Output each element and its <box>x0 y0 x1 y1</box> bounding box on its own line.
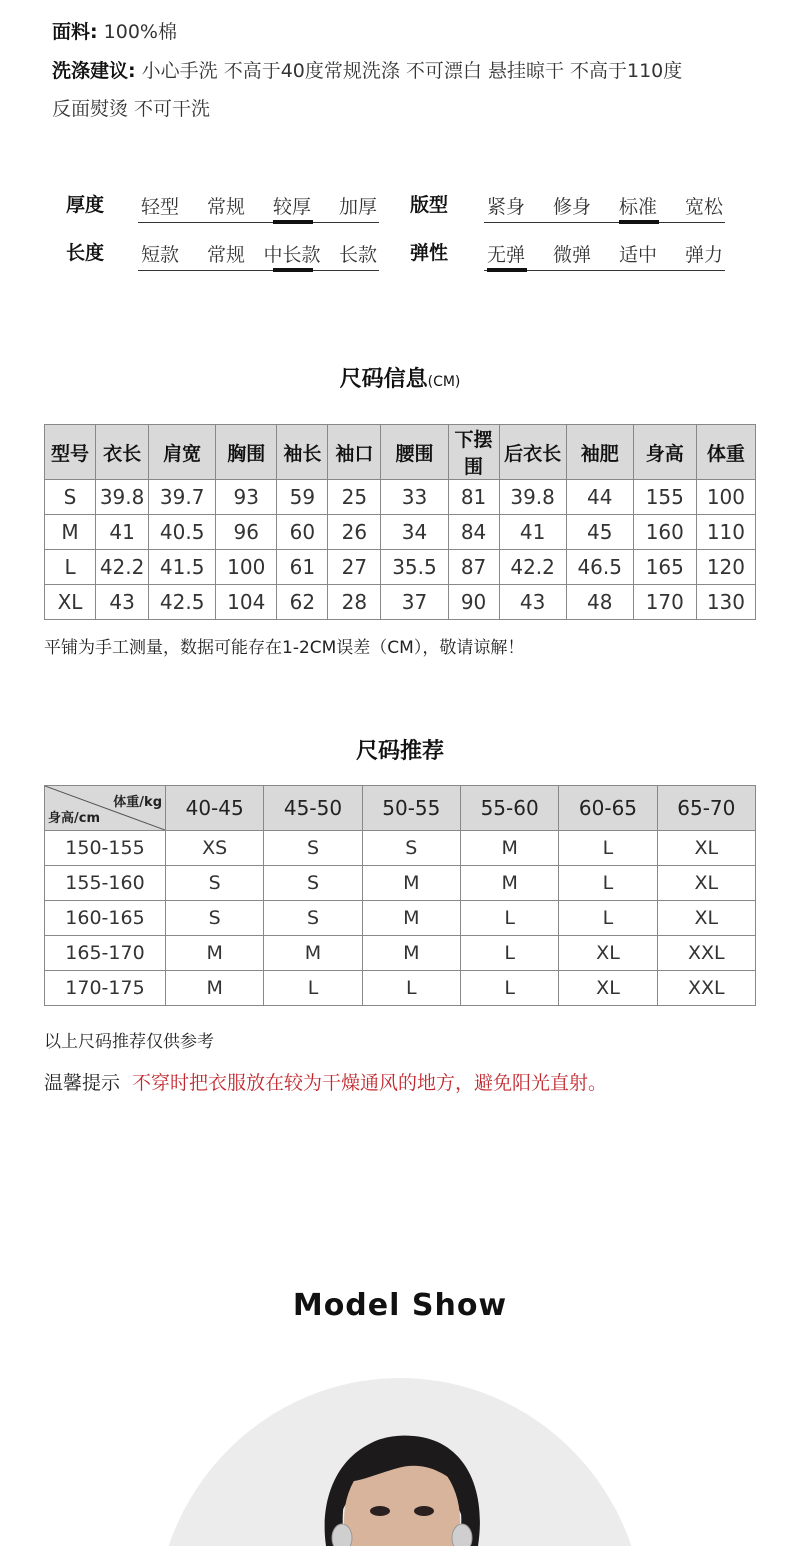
rec-row <box>45 831 756 866</box>
size-header-cell: 肩宽 <box>149 425 216 480</box>
size-cell: 104 <box>216 585 277 620</box>
rec-size-cell: M <box>362 866 460 901</box>
rec-size-cell: S <box>166 866 264 901</box>
size-cell: 46.5 <box>566 550 633 585</box>
rec-size-cell: S <box>264 866 362 901</box>
attr-option-length-3: 长款 <box>338 244 377 266</box>
size-cell: XL <box>45 585 96 620</box>
attr-label-fit: 版型 <box>410 194 449 216</box>
fabric-line <box>52 17 177 44</box>
rec-weight-header: 65-70 <box>657 786 755 831</box>
attr-rule-thickness <box>138 222 379 223</box>
attr-option-length-0: 短款 <box>140 244 179 266</box>
size-cell: 81 <box>448 480 499 515</box>
rec-height-cell: 170-175 <box>45 971 166 1006</box>
left-earring <box>332 1524 352 1546</box>
size-cell: 100 <box>216 550 277 585</box>
rec-size-cell: L <box>559 831 657 866</box>
right-earring <box>452 1524 472 1546</box>
rec-size-cell: L <box>460 901 558 936</box>
rec-size-cell: S <box>264 831 362 866</box>
rec-weight-header: 55-60 <box>460 786 558 831</box>
rec-size-cell: L <box>559 901 657 936</box>
size-cell: 41 <box>499 515 566 550</box>
size-cell: 120 <box>696 550 755 585</box>
size-cell: 42.2 <box>96 550 149 585</box>
size-header-cell: 下摆围 <box>448 425 499 480</box>
attr-option-length-1: 常规 <box>206 244 245 266</box>
size-cell: 25 <box>328 480 381 515</box>
attr-option-thickness-0: 轻型 <box>140 196 179 218</box>
rec-size-cell: XL <box>559 971 657 1006</box>
rec-size-cell: XL <box>657 901 755 936</box>
rec-height-cell: 160-165 <box>45 901 166 936</box>
size-cell: 130 <box>696 585 755 620</box>
size-rec-title: 尺码推荐 <box>355 739 444 764</box>
attr-label-length: 长度 <box>66 242 105 264</box>
attr-selected-marker-elasticity <box>487 268 527 272</box>
size-cell: 39.8 <box>96 480 149 515</box>
rec-weight-header: 40-45 <box>166 786 264 831</box>
rec-weight-header: 50-55 <box>362 786 460 831</box>
size-cell: 90 <box>448 585 499 620</box>
size-cell: 160 <box>633 515 696 550</box>
size-cell: 43 <box>96 585 149 620</box>
rec-size-cell: XXL <box>657 936 755 971</box>
attr-label-thickness: 厚度 <box>66 194 105 216</box>
warm-tip-text: 不穿时把衣服放在较为干燥通风的地方，避免阳光直射。 <box>132 1072 608 1094</box>
attr-selected-marker-thickness <box>273 220 313 224</box>
wash-label: 洗涤建议: <box>52 60 136 82</box>
model-show-title: Model Show <box>292 1288 508 1323</box>
rec-height-cell: 155-160 <box>45 866 166 901</box>
rec-row <box>45 866 756 901</box>
size-row <box>45 550 756 585</box>
attr-option-fit-1: 修身 <box>552 196 591 218</box>
rec-size-cell: M <box>460 866 558 901</box>
size-header-cell: 袖肥 <box>566 425 633 480</box>
attr-option-elasticity-2: 适中 <box>618 244 657 266</box>
size-cell: M <box>45 515 96 550</box>
corner-height: 身高/cm <box>48 811 101 826</box>
attr-option-elasticity-0: 无弹 <box>486 244 525 266</box>
attr-option-elasticity-1: 微弹 <box>552 244 591 266</box>
rec-size-cell: M <box>362 901 460 936</box>
size-cell: 41 <box>96 515 149 550</box>
rec-row <box>45 901 756 936</box>
attr-selected-marker-fit <box>619 220 659 224</box>
warm-tip <box>44 1068 607 1095</box>
warm-tip-label: 温馨提示 <box>44 1072 121 1094</box>
left-eye <box>370 1506 390 1516</box>
size-rec-note: 以上尺码推荐仅供参考 <box>44 1032 214 1052</box>
size-cell: 27 <box>328 550 381 585</box>
size-cell: 44 <box>566 480 633 515</box>
rec-size-cell: M <box>166 936 264 971</box>
attr-label-elasticity: 弹性 <box>410 242 449 264</box>
size-cell: 45 <box>566 515 633 550</box>
rec-height-cell: 165-170 <box>45 936 166 971</box>
size-cell: 41.5 <box>149 550 216 585</box>
size-cell: 155 <box>633 480 696 515</box>
rec-size-cell: M <box>166 971 264 1006</box>
size-info-unit: (CM) <box>427 374 461 390</box>
attr-option-thickness-1: 常规 <box>206 196 245 218</box>
size-cell: 84 <box>448 515 499 550</box>
attr-option-fit-2: 标准 <box>618 196 657 218</box>
rec-size-cell: M <box>264 936 362 971</box>
rec-size-cell: L <box>264 971 362 1006</box>
size-header-cell: 衣长 <box>96 425 149 480</box>
fabric-label: 面料: <box>52 21 98 43</box>
size-row <box>45 515 756 550</box>
size-cell: 40.5 <box>149 515 216 550</box>
rec-size-cell: L <box>559 866 657 901</box>
rec-size-cell: XL <box>559 936 657 971</box>
rec-size-cell: S <box>362 831 460 866</box>
size-cell: 48 <box>566 585 633 620</box>
size-info-table <box>44 424 756 620</box>
size-cell: 33 <box>381 480 448 515</box>
size-header-cell: 袖口 <box>328 425 381 480</box>
attr-option-thickness-2: 较厚 <box>272 196 311 218</box>
rec-size-cell: S <box>264 901 362 936</box>
wash-line <box>52 56 682 83</box>
attr-rule-fit <box>484 222 725 223</box>
size-cell: L <box>45 550 96 585</box>
size-cell: 62 <box>277 585 328 620</box>
rec-corner <box>45 786 166 831</box>
size-header-cell: 后衣长 <box>499 425 566 480</box>
size-header-cell: 体重 <box>696 425 755 480</box>
rec-size-cell: L <box>460 936 558 971</box>
size-row <box>45 585 756 620</box>
size-header-cell: 身高 <box>633 425 696 480</box>
size-cell: 42.2 <box>499 550 566 585</box>
size-cell: 35.5 <box>381 550 448 585</box>
size-cell: 39.7 <box>149 480 216 515</box>
size-rec-table <box>44 785 756 1006</box>
size-cell: 87 <box>448 550 499 585</box>
size-cell: 39.8 <box>499 480 566 515</box>
rec-row <box>45 936 756 971</box>
size-cell: 110 <box>696 515 755 550</box>
size-cell: 170 <box>633 585 696 620</box>
attr-selected-marker-length <box>273 268 313 272</box>
size-cell: 26 <box>328 515 381 550</box>
rec-weight-header: 45-50 <box>264 786 362 831</box>
rec-size-cell: S <box>166 901 264 936</box>
size-row <box>45 480 756 515</box>
rec-size-cell: M <box>362 936 460 971</box>
size-header-cell: 胸围 <box>216 425 277 480</box>
size-info-title: 尺码信息(CM) <box>339 367 461 392</box>
size-header-cell: 袖长 <box>277 425 328 480</box>
attr-option-elasticity-3: 弹力 <box>684 244 723 266</box>
rec-size-cell: M <box>460 831 558 866</box>
rec-weight-header: 60-65 <box>559 786 657 831</box>
rec-size-cell: L <box>460 971 558 1006</box>
attr-option-fit-3: 宽松 <box>684 196 723 218</box>
size-cell: 37 <box>381 585 448 620</box>
wash-value-2: 反面熨烫 不可干洗 <box>52 98 211 120</box>
rec-row <box>45 971 756 1006</box>
size-cell: 59 <box>277 480 328 515</box>
rec-size-cell: XS <box>166 831 264 866</box>
size-cell: 96 <box>216 515 277 550</box>
rec-size-cell: XL <box>657 866 755 901</box>
size-cell: 100 <box>696 480 755 515</box>
size-cell: S <box>45 480 96 515</box>
size-cell: 93 <box>216 480 277 515</box>
size-header-cell: 型号 <box>45 425 96 480</box>
size-cell: 28 <box>328 585 381 620</box>
size-info-note: 平铺为手工测量，数据可能存在1-2CM误差（CM），敬请谅解！ <box>44 638 525 658</box>
rec-size-cell: L <box>362 971 460 1006</box>
wash-line-2 <box>52 94 210 121</box>
size-cell: 60 <box>277 515 328 550</box>
attr-option-thickness-3: 加厚 <box>338 196 377 218</box>
right-eye <box>414 1506 434 1516</box>
size-cell: 34 <box>381 515 448 550</box>
attr-option-fit-0: 紧身 <box>486 196 525 218</box>
model-photo <box>0 1370 800 1546</box>
rec-height-cell: 150-155 <box>45 831 166 866</box>
rec-size-cell: XL <box>657 831 755 866</box>
attr-rule-length <box>138 270 379 271</box>
corner-weight: 体重/kg <box>113 795 162 810</box>
wash-value: 小心手洗 不高于40度常规洗涤 不可漂白 悬挂晾干 不高于110度 <box>141 60 683 82</box>
size-cell: 42.5 <box>149 585 216 620</box>
rec-size-cell: XXL <box>657 971 755 1006</box>
attr-option-length-2: 中长款 <box>263 244 321 266</box>
size-header-cell: 腰围 <box>381 425 448 480</box>
cropped-line <box>52 0 58 10</box>
size-cell: 61 <box>277 550 328 585</box>
size-cell: 43 <box>499 585 566 620</box>
size-cell: 165 <box>633 550 696 585</box>
fabric-value: 100%棉 <box>103 21 177 43</box>
